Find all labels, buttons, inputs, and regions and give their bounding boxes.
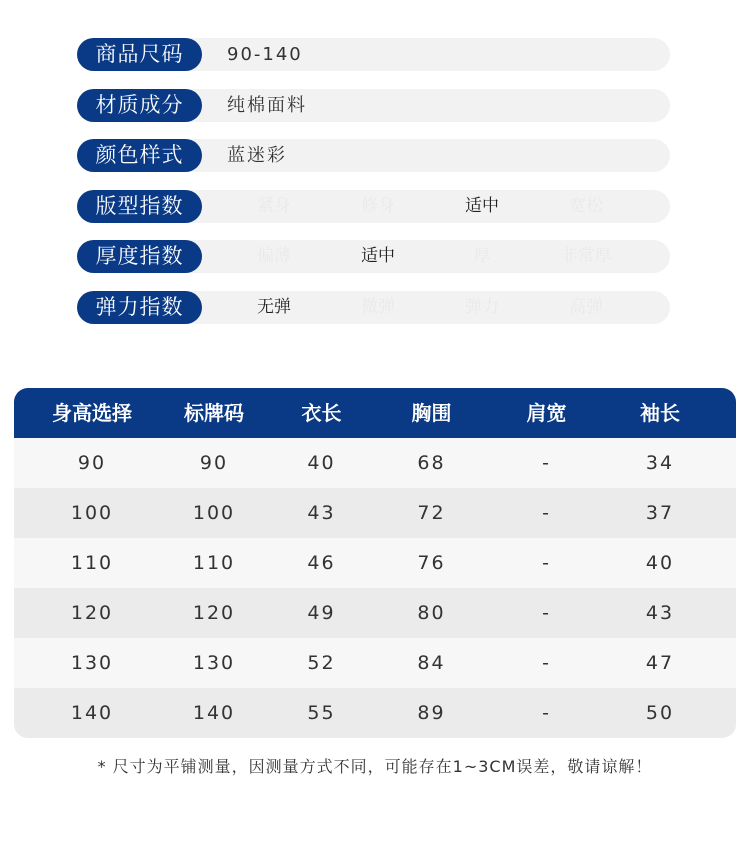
attr-option: 微弹 [361, 296, 395, 317]
table-body [14, 438, 736, 738]
attr-label: 版型指数 [77, 190, 202, 223]
table-cell: 72 [417, 502, 446, 524]
table-cell: 90 [77, 452, 107, 474]
table-cell: 110 [192, 552, 236, 574]
attr-row-size [77, 38, 670, 71]
attribute-list [77, 38, 670, 341]
table-cell: - [542, 652, 551, 674]
size-table [14, 388, 736, 738]
attr-label: 材质成分 [77, 89, 202, 122]
table-cell: 37 [645, 502, 675, 524]
attr-row-thickness [77, 240, 670, 273]
table-cell: 90 [199, 452, 229, 474]
table-cell: 100 [192, 502, 236, 524]
table-cell: 52 [307, 652, 336, 674]
table-cell: - [542, 552, 551, 574]
table-row [14, 438, 736, 488]
column-header: 胸围 [411, 401, 452, 425]
attr-option: 适中 [361, 246, 395, 266]
table-cell: 80 [417, 602, 446, 624]
table-cell: 140 [70, 702, 114, 724]
attr-label: 弹力指数 [77, 291, 202, 324]
table-cell: - [542, 702, 551, 724]
table-cell: 43 [645, 602, 675, 624]
table-cell: 50 [645, 702, 675, 724]
attr-option: 非常厚 [560, 246, 612, 266]
attr-option: 宽松 [569, 195, 603, 216]
table-cell: 120 [192, 602, 236, 624]
column-header: 衣长 [301, 401, 342, 425]
attr-option: 偏薄 [257, 246, 291, 266]
table-cell: 130 [192, 652, 236, 674]
column-header: 标牌码 [184, 401, 244, 425]
table-row [14, 488, 736, 538]
table-cell: - [542, 602, 551, 624]
table-cell: 89 [417, 702, 446, 724]
measurement-note: * 尺寸为平铺测量，因测量方式不同，可能存在1~3CM误差，敬请谅解！ [97, 757, 653, 776]
table-cell: 110 [70, 552, 114, 574]
column-header: 袖长 [640, 401, 680, 425]
attr-option: 无弹 [257, 296, 291, 317]
attr-value: 纯棉面料 [227, 94, 307, 116]
table-cell: 68 [417, 452, 446, 474]
table-cell: 40 [307, 452, 336, 474]
table-row [14, 688, 736, 738]
table-cell: 34 [645, 452, 675, 474]
attr-row-material [77, 89, 670, 122]
table-cell: 84 [417, 652, 446, 674]
table-cell: - [542, 502, 551, 524]
attr-option: 弹力 [465, 296, 499, 317]
table-row [14, 638, 736, 688]
attr-option: 适中 [465, 195, 499, 216]
attr-label: 厚度指数 [77, 240, 202, 273]
attr-option: 修身 [361, 195, 395, 216]
table-cell: 47 [645, 652, 675, 674]
attr-option: 厚 [473, 246, 491, 266]
table-cell: 130 [70, 652, 114, 674]
attr-row-fit [77, 190, 670, 223]
attr-option: 紧身 [257, 195, 291, 216]
attr-value: 90-140 [227, 44, 303, 65]
table-cell: 46 [307, 552, 336, 574]
table-cell: 55 [307, 702, 336, 724]
table-header [14, 388, 736, 438]
attr-label: 颜色样式 [77, 139, 202, 172]
table-cell: 49 [307, 602, 336, 624]
attr-option: 高弹 [569, 296, 603, 317]
table-cell: 100 [70, 502, 114, 524]
table-row [14, 588, 736, 638]
attr-row-stretch [77, 291, 670, 324]
column-header: 身高选择 [52, 401, 132, 425]
table-cell: - [542, 452, 551, 474]
table-row [14, 538, 736, 588]
table-cell: 76 [417, 552, 446, 574]
table-cell: 140 [192, 702, 236, 724]
table-cell: 120 [70, 602, 114, 624]
column-header: 肩宽 [526, 401, 567, 425]
table-cell: 43 [307, 502, 336, 524]
table-cell: 40 [645, 552, 675, 574]
attr-row-color [77, 139, 670, 172]
attr-label: 商品尺码 [77, 38, 202, 71]
attr-value: 蓝迷彩 [227, 145, 287, 166]
